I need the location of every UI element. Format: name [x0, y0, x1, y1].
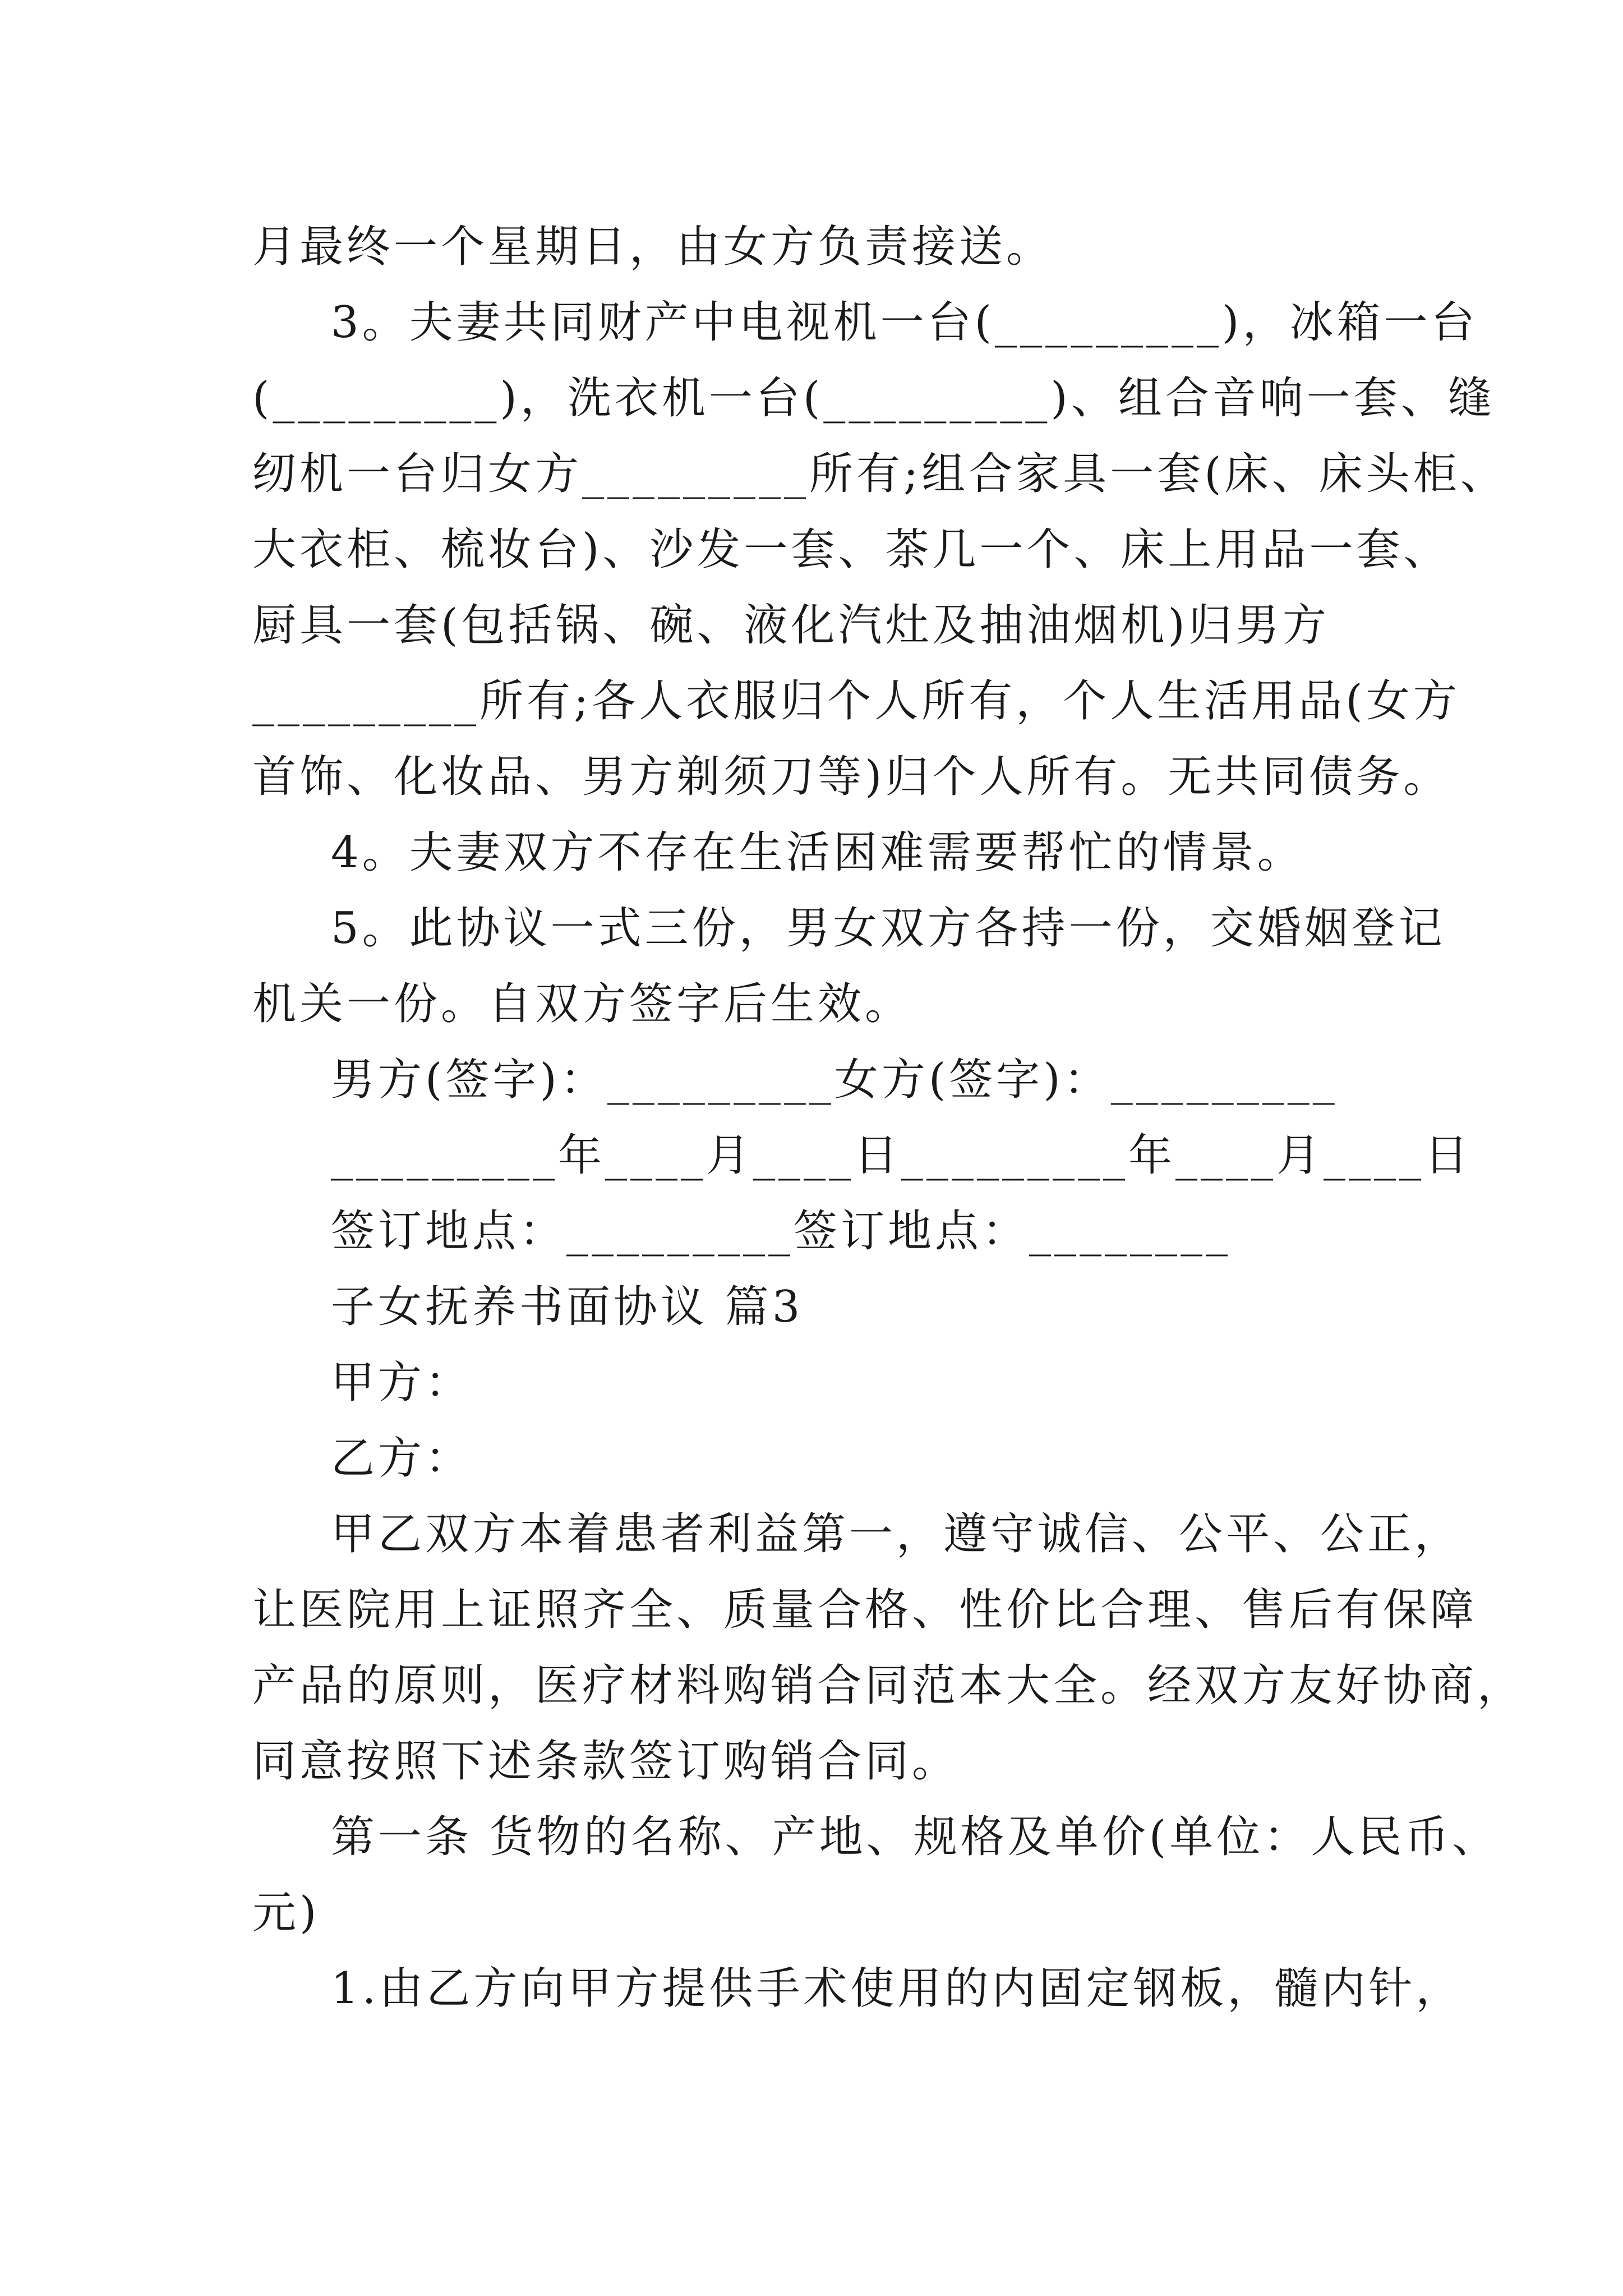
- text-line-4: 纫机一台归女方_________所有;组合家具一套(床、床头柜、: [252, 449, 1507, 499]
- text-line-3: (_________)，洗衣机一台(_________)、组合音响一套、缝: [252, 373, 1495, 424]
- text-line-21: 同意按照下述条款签订购销合同。: [252, 1736, 960, 1787]
- text-line-8: 首饰、化妆品、男方剃须刀等)归个人所有。无共同债务。: [252, 752, 1451, 802]
- text-line-20: 产品的原则，医疗材料购销合同范本大全。经双方友好协商，: [252, 1660, 1525, 1711]
- text-line-24: 1.由乙方向甲方提供手术使用的内固定钢板，髓内针，: [331, 1963, 1463, 2014]
- signing-place-line: 签订地点：_________签订地点：________: [331, 1206, 1232, 1257]
- text-line-11: 机关一份。自双方签字后生效。: [252, 979, 912, 1029]
- section-heading: 子女抚养书面协议 篇3: [331, 1282, 804, 1332]
- text-line-18: 甲乙双方本着患者利益第一，遵守诚信、公平、公正，: [331, 1509, 1462, 1559]
- text-line-1: 月最终一个星期日，由女方负责接送。: [252, 222, 1054, 272]
- text-line-9: 4。夫妻双方不存在生活困难需要帮忙的情景。: [331, 827, 1304, 878]
- text-line-10: 5。此协议一式三份，男女双方各持一份，交婚姻登记: [331, 903, 1446, 954]
- article-one-heading: 第一条 货物的名称、产地、规格及单价(单位：人民币、: [331, 1812, 1500, 1862]
- date-line: _________年____月____日_________年____月____日: [331, 1130, 1472, 1181]
- signature-line: 男方(签字)：_________女方(签字)：_________: [331, 1055, 1338, 1105]
- text-line-6: 厨具一套(包括锅、碗、液化汽灶及抽油烟机)归男方: [252, 600, 1330, 651]
- text-line-5: 大衣柜、梳妆台)、沙发一套、茶几一个、床上用品一套、: [252, 524, 1451, 575]
- text-line-2: 3。夫妻共同财产中电视机一台(_________)，冰箱一台: [331, 297, 1478, 348]
- text-line-19: 让医院用上证照齐全、质量合格、性价比合理、售后有保障: [252, 1585, 1478, 1635]
- party-b-line: 乙方：: [331, 1433, 473, 1484]
- text-line-7: _________所有;各人衣服归个人所有，个人生活用品(女方: [252, 676, 1460, 726]
- text-line-23: 元): [252, 1888, 320, 1938]
- party-a-line: 甲方：: [331, 1358, 473, 1408]
